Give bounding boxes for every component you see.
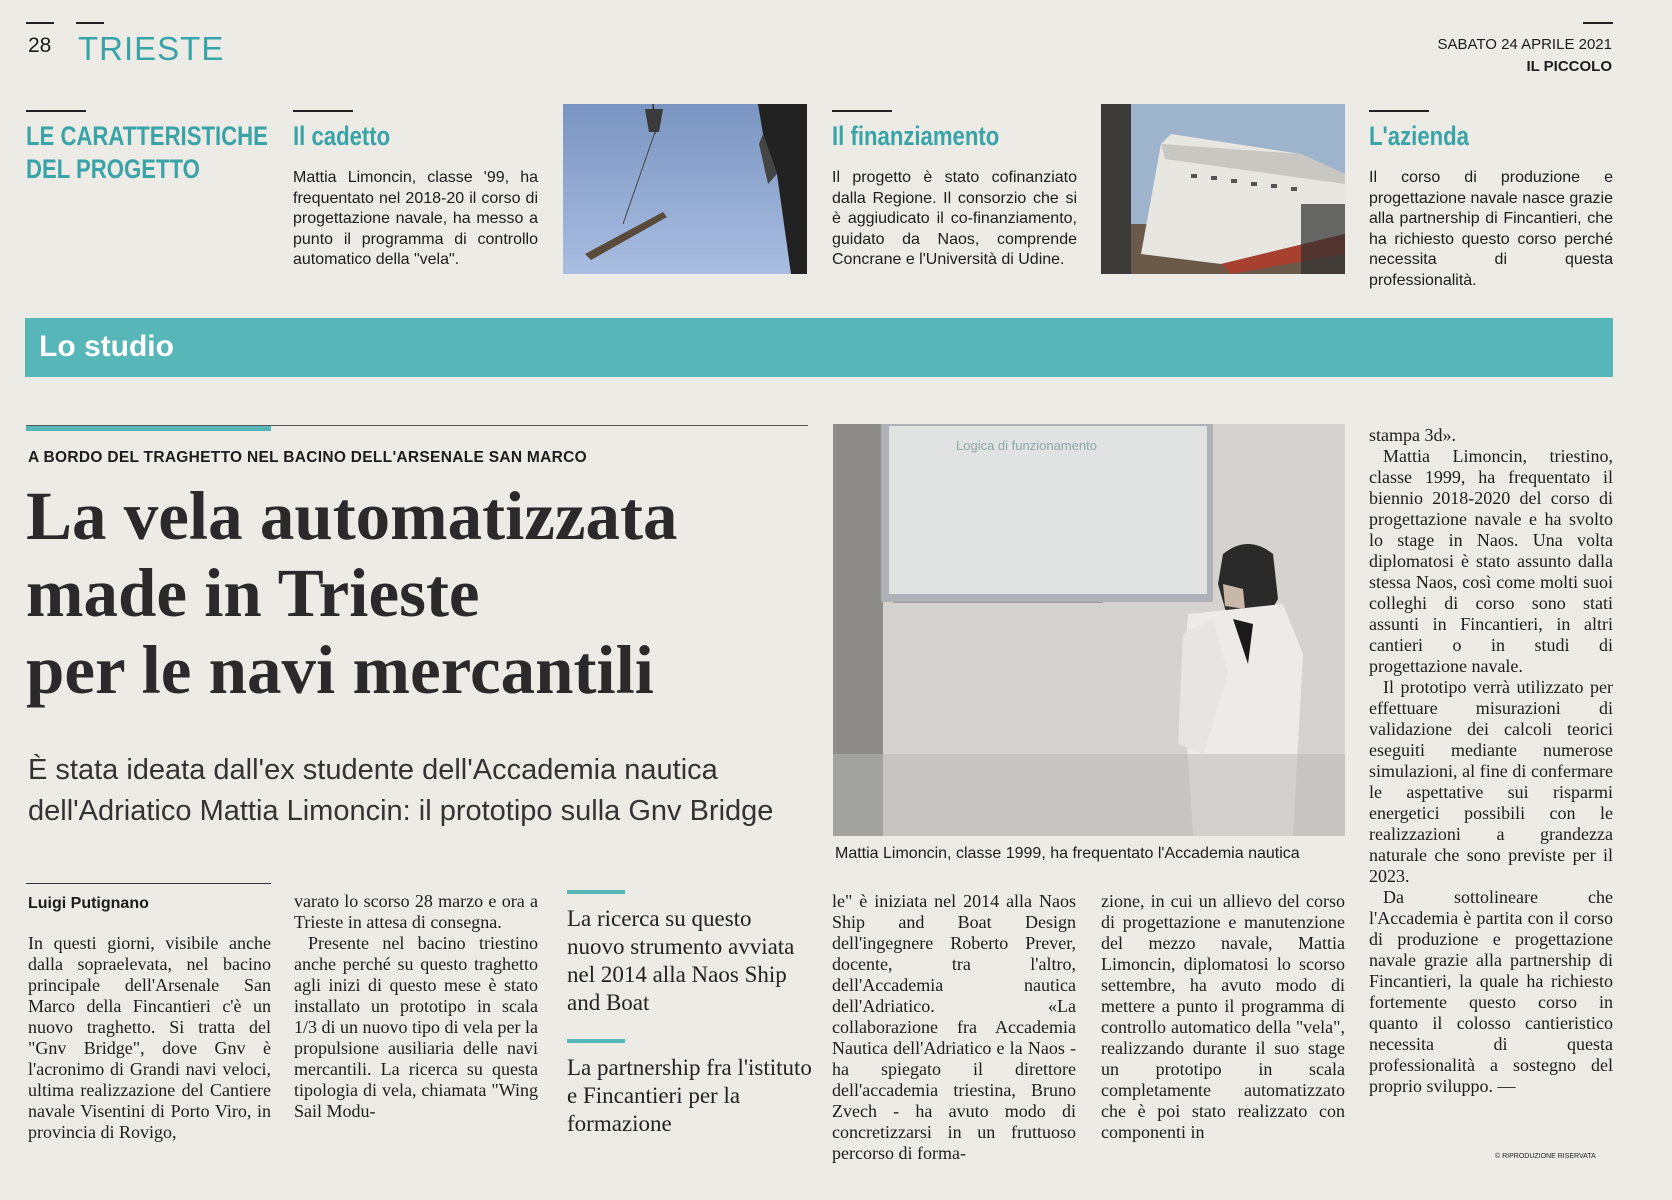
box-text-finanziamento: Il progetto è stato cofinanziato dalla Regione. Il consorzio che si è aggiudicato il co-finanziamento, guidato da Naos, comprende Concrane e l'Università di Udine. <box>832 169 1077 268</box>
masthead-rule <box>1583 22 1613 24</box>
crane-illustration <box>563 104 807 274</box>
kicker-rule <box>26 425 808 426</box>
box-rule <box>1369 110 1429 112</box>
subhead-line: È stata ideata dall'ex studente dell'Accademia nautica <box>28 754 718 786</box>
byline: Luigi Putignano <box>28 895 149 912</box>
headline-line: per le navi mercantili <box>26 632 654 708</box>
column-6-para: stampa 3d». <box>1369 425 1456 445</box>
banner-label: Lo studio <box>39 330 174 363</box>
box-title-cadetto: Il cadetto <box>293 121 391 151</box>
pull-quote-2: La partnership fra l'istituto e Fincantieri per la formazione <box>567 1055 812 1136</box>
presentation-photo <box>833 424 1345 836</box>
strip-label-line1: LE CARATTERISTICHE <box>26 121 268 151</box>
body-column-4: le" è iniziata nel 2014 alla Naos Ship and Boat Design dell'ingegnere Roberto Prever, docente, tra l'altro, dell'Accademia nautica dell'Adriatico. «La collaborazione fra Accademia Nautica dell'Adriatico e la Naos - ha spiegato il direttore dell'accademia triestina, Bruno Zvech - ha avuto modo di concretizzarsi in un fruttuoso percorso di forma- <box>832 891 1076 1163</box>
masthead-rule <box>76 22 104 24</box>
box-text-azienda: Il corso di produzione e progettazione navale nasce grazie alla partnership di Fincantieri, che ha richiesto questo corso perché necessita di questa professionalità. <box>1369 169 1613 289</box>
column-2-para: Presente nel bacino triestino anche perché su questo traghetto agli inizi di questo mese è stato installato un prototipo in scala 1/3 di un nuovo tipo di vela per la propulsione ausiliaria delle navi mercantili. La ricerca su questa tipologia di vela, chiamata "Wing Sail Modu- <box>294 933 538 1121</box>
pull-quote-rule <box>567 1039 625 1043</box>
strip-label <box>26 120 268 186</box>
pull-quote-1: La ricerca su questo nuovo strumento avviata nel 2014 alla Naos Ship and Boat <box>567 906 795 1015</box>
ship-photo <box>1101 104 1345 274</box>
box-text-cadetto: Mattia Limoncin, classe '99, ha frequentato nel 2018-20 il corso di progettazione navale, ha messo a punto il programma di controllo automatico della "vela". <box>293 169 538 268</box>
section-title: TRIESTE <box>78 30 225 67</box>
presentation-illustration <box>833 424 1345 836</box>
article-headline <box>26 478 678 709</box>
masthead-rule <box>26 22 54 24</box>
box-title-finanziamento: Il finanziamento <box>832 121 1000 151</box>
headline-line: made in Trieste <box>26 555 480 631</box>
page-number: 28 <box>28 34 52 57</box>
body-column-6 <box>1369 425 1613 1097</box>
pull-quote-rule <box>567 890 625 894</box>
rights-notice: © RIPRODUZIONE RISERVATA <box>1495 1153 1596 1160</box>
article-subhead <box>28 750 773 832</box>
crane-photo <box>563 104 807 274</box>
strip-rule <box>26 110 86 112</box>
newspaper-name: IL PICCOLO <box>1526 58 1612 75</box>
section-banner <box>25 318 1613 377</box>
body-column-2 <box>294 891 538 1122</box>
column-6-para: Da sottolineare che l'Accademia è partita con il corso di produzione e progettazione navale grazie alla partnership di Fincantieri, la quale ha richiesto fortemente questo corso in quanto il colosso cantieristico necessita di questa professionalità a sostegno del proprio sviluppo. — <box>1369 887 1613 1096</box>
body-column-5: zione, in cui un allievo del corso di progettazione e manutenzione del mezzo navale, Mattia Limoncin, diplomatosi lo scorso settembre, ha avuto modo di mettere a punto il programma di controllo automatico della "vela", realizzando durante il suo stage un prototipo in scala completamente automatizzato che è poi stato realizzato con componenti in <box>1101 891 1345 1142</box>
screen-text: Logica di funzionamento <box>956 438 1097 453</box>
box-title-azienda: L'azienda <box>1369 121 1470 151</box>
box-rule <box>832 110 892 112</box>
headline-line: La vela automatizzata <box>26 478 678 554</box>
ship-illustration <box>1101 104 1345 274</box>
subhead-line: dell'Adriatico Mattia Limoncin: il prototipo sulla Gnv Bridge <box>28 795 774 827</box>
issue-date: SABATO 24 APRILE 2021 <box>1437 36 1612 53</box>
column-6-para: Mattia Limoncin, triestino, classe 1999, ha frequentato il biennio 2018-2020 del corso di progettazione navale e ha svolto lo stage in Naos. Una volta diplomatosi è stato assunto dalla stessa Naos, così come molti suoi colleghi di corso sono stati assunti in Fincantieri, in altri cantieri o in studi di progettazione navale. <box>1369 446 1613 676</box>
photo-caption: Mattia Limoncin, classe 1999, ha frequentato l'Accademia nautica <box>835 845 1300 862</box>
box-rule <box>293 110 353 112</box>
kicker-accent-bar <box>26 426 271 431</box>
column-2-para: varato lo scorso 28 marzo e ora a Trieste in attesa di consegna. <box>294 891 538 932</box>
byline-rule <box>26 883 271 884</box>
strip-label-line2: DEL PROGETTO <box>26 154 200 184</box>
body-column-1: In questi giorni, visibile anche dalla sopraelevata, nel bacino principale dell'Arsenale San Marco della Fincantieri c'è un nuovo traghetto. Si tratta del "Gnv Bridge", dove Gnv è l'acronimo di Grandi navi veloci, ultima realizzazione del Cantiere navale Visentini di Porto Viro, in provincia di Rovigo, <box>28 933 271 1142</box>
column-6-para: Il prototipo verrà utilizzato per effettuare misurazioni di validazione dei calcoli teorici eseguiti mediante numerose simulazioni, al fine di confermare le aspettative sui risparmi energetici possibili con le realizzazioni a grandezza naturale che sono previste per il 2023. <box>1369 677 1613 886</box>
article-kicker: A BORDO DEL TRAGHETTO NEL BACINO DELL'ARSENALE SAN MARCO <box>28 449 587 466</box>
